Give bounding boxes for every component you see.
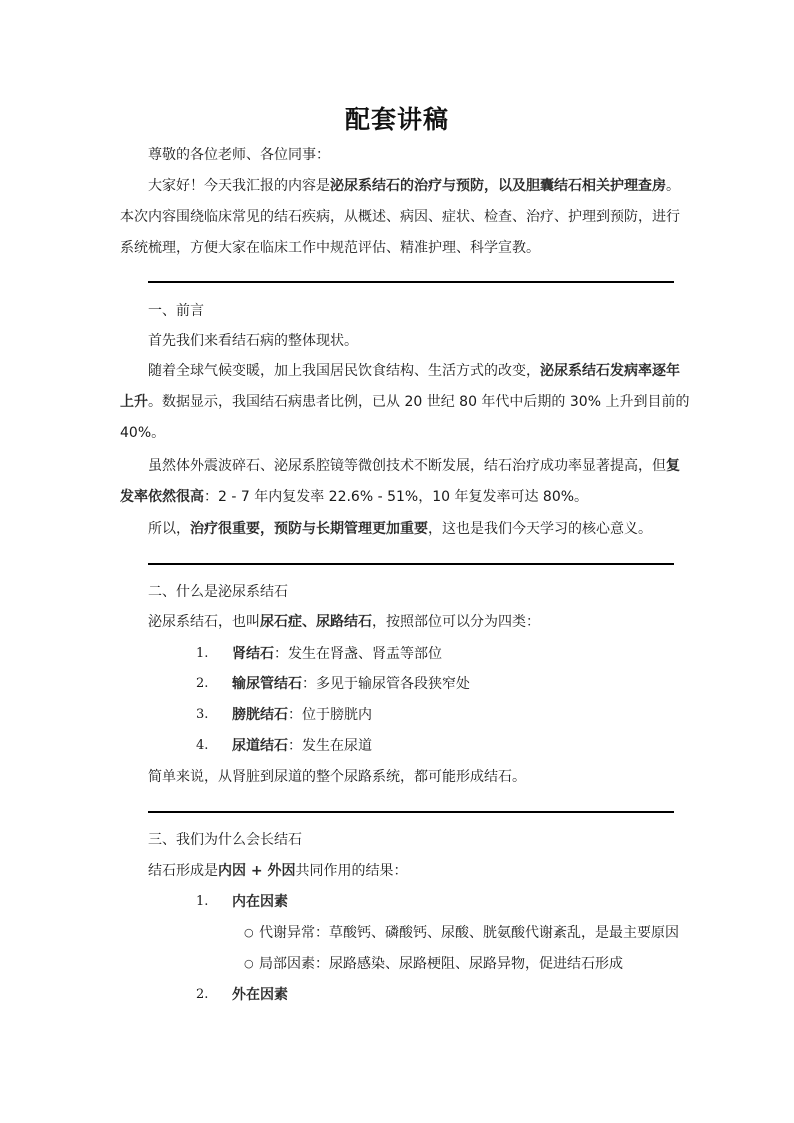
text: 。数据显示，我国结石病患者比例，已从 20 世纪 80 年代中后期的 30% 上升到目前的 40%。 [120,394,690,441]
list-number: 4. [196,738,209,753]
list-item-term: 内在因素 [232,894,288,910]
text: ：2 - 7 年内复发率 22.6% - 51%，10 年复发率可达 80%。 [204,489,589,505]
intro-paragraph [120,171,690,264]
sub-list-item: 代谢异常：草酸钙、磷酸钙、尿酸、胱氨酸代谢紊乱，是最主要原因 [259,925,679,941]
text: 虽然体外震波碎石、泌尿系腔镜等微创技术不断发展，结石治疗成功率显著提高，但 [148,458,666,474]
text: 泌尿系结石，也叫 [148,614,260,630]
text: 结石形成是 [148,863,218,879]
section-1-paragraph-3 [120,451,690,513]
intro-text-c: 。本次内容围绕临床常见的结石疾病，从概述、病因、症状、检查、治疗、护理到预防，进行系统梳理，方便大家在临床工作中规范评估、精准护理、科学宣教。 [120,178,680,256]
circle-bullet-icon: ○ [244,957,254,970]
highlight: 复发率依然很高 [120,458,680,505]
list-item-term: 尿道结石 [232,738,288,754]
list-item-desc: ：多见于输尿管各段狭窄处 [302,676,470,692]
list-number: 1. [196,646,209,661]
list-number: 1. [196,894,209,909]
list-item-term: 输尿管结石 [232,676,302,692]
highlight: 内因 + 外因 [218,863,296,879]
section-divider [148,811,674,813]
text: 所以， [148,521,190,537]
list-number: 2. [196,676,209,691]
list-item [232,644,442,664]
list-item-desc: ：发生在尿道 [288,738,372,754]
section-3-heading: 三、我们为什么会长结石 [148,832,302,848]
list-item-desc: ：位于膀胱内 [288,707,372,723]
list-item-desc: ：发生在肾盏、肾盂等部位 [274,646,442,662]
intro-text-a: 大家好！今天我汇报的内容是 [148,178,330,194]
intro-highlight: 泌尿系结石的治疗与预防，以及胆囊结石相关护理查房 [330,178,666,194]
section-1-heading: 一、前言 [148,303,204,319]
text: 随着全球气候变暖，加上我国居民饮食结构、生活方式的改变， [148,363,540,379]
list-item-term: 膀胱结石 [232,707,288,723]
text: ，按照部位可以分为四类： [372,614,540,630]
list-item [232,674,470,694]
section-1-paragraph-4 [148,519,652,539]
section-1-lead: 首先我们来看结石病的整体现状。 [148,333,358,349]
section-2-summary: 简单来说，从肾脏到尿道的整个尿路系统，都可能形成结石。 [148,769,526,785]
list-item [232,705,372,725]
section-1-paragraph-2 [120,356,690,449]
section-2-lead [148,612,540,632]
circle-bullet-icon: ○ [244,926,254,939]
sub-list-item: 局部因素：尿路感染、尿路梗阻、尿路异物，促进结石形成 [259,956,623,972]
section-divider [148,281,674,283]
list-item-term: 肾结石 [232,646,274,662]
highlight: 泌尿系结石发病率逐年上升 [120,363,680,410]
text: 共同作用的结果： [295,863,408,879]
highlight: 治疗很重要，预防与长期管理更加重要 [190,521,428,537]
section-divider [148,563,674,565]
list-item [232,736,372,756]
section-3-lead [148,861,407,881]
section-2-heading: 二、什么是泌尿系结石 [148,584,288,600]
text: ，这也是我们今天学习的核心意义。 [428,521,652,537]
list-item [232,892,288,912]
salutation: 尊敬的各位老师、各位同事： [148,147,330,163]
list-item [232,985,288,1005]
list-item-term: 外在因素 [232,987,288,1003]
list-number: 2. [196,987,209,1002]
list-number: 3. [196,707,209,722]
document-title: 配套讲稿 [344,105,449,134]
highlight: 尿石症、尿路结石 [260,614,372,630]
